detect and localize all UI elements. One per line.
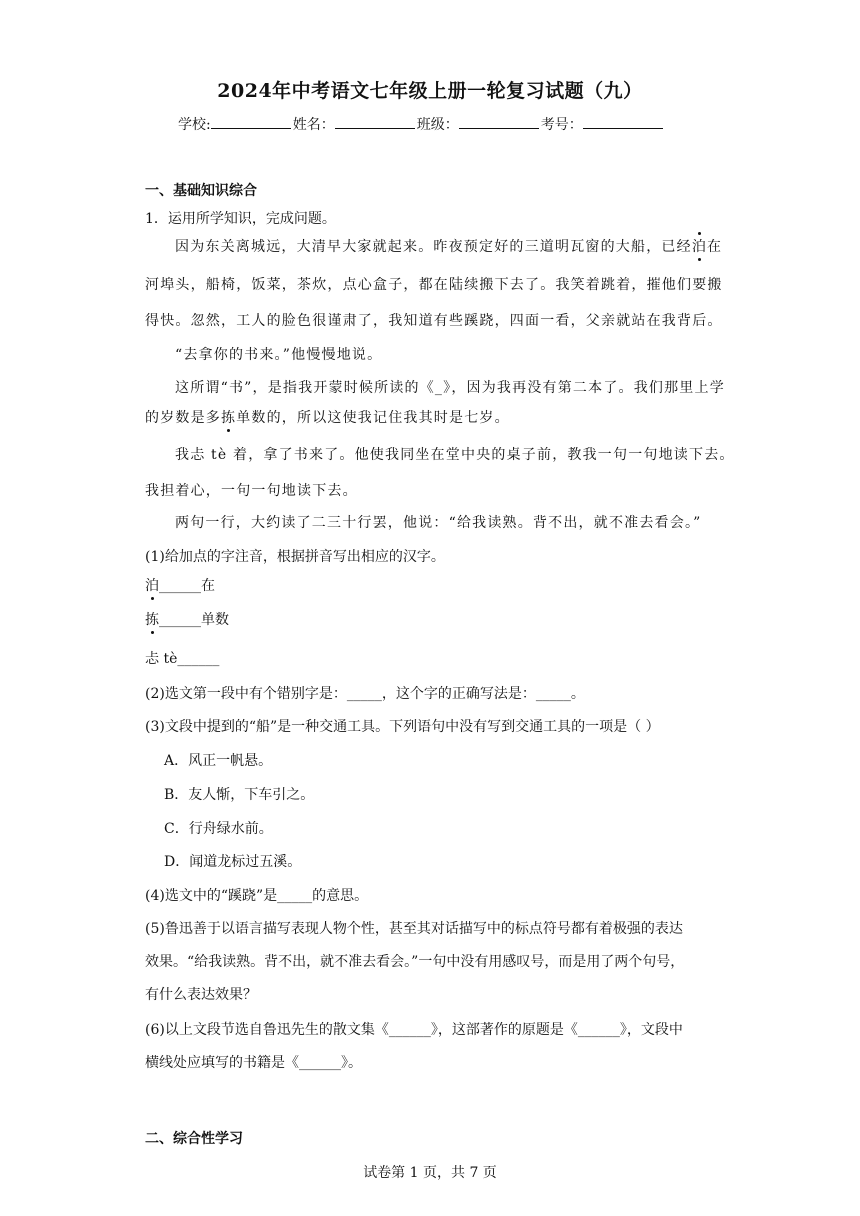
option-a[interactable]: A．风正一帆悬。 <box>164 753 273 769</box>
class-label: 班级： <box>416 117 459 133</box>
class-field[interactable] <box>459 115 539 129</box>
number-field[interactable] <box>583 115 663 129</box>
section-heading-comprehensive: 二、综合性学习 <box>145 1131 243 1147</box>
passage-line: 我担着心，一句一句地读下去。 <box>145 483 358 499</box>
passage-line <box>175 236 722 256</box>
section-heading-basic: 一、基础知识综合 <box>145 183 257 199</box>
sub-question-6-line: (6)以上文段节选自鲁迅先生的散文集《______》，这部著作的原题是《______》，文段中 <box>145 1022 683 1038</box>
dotted-char: 泊 <box>692 236 707 256</box>
passage-text: 的岁数是多 <box>145 410 221 426</box>
passage-text: 因为东关离城远，大清早大家就起来。昨夜预定好的三道明瓦窗的大船，已经 <box>175 239 692 255</box>
passage-line: 得快。忽然，工人的脸色很谨肃了，我知道有些蹊跷，四面一看，父亲就站在我背后。 <box>145 313 723 329</box>
passage-line: 河埠头，船椅，饭菜，茶炊，点心盒子，都在陆续搬下去了。我笑着跳着，摧他们要搬 <box>145 277 723 293</box>
sub-question-3: (3)文段中提到的“船”是一种交通工具。下列语句中没有写到交通工具的一项是（ ） <box>145 719 660 735</box>
passage-line: “去拿你的书来。”他慢慢地说。 <box>175 347 383 363</box>
question-1-stem: 1．运用所学知识，完成问题。 <box>145 211 336 227</box>
answer-suffix: 单数 <box>201 612 229 628</box>
name-field[interactable] <box>335 115 415 129</box>
answer-line-c <box>145 648 219 668</box>
passage-text: 在 <box>707 239 723 255</box>
answer-line-a <box>145 575 215 595</box>
passage-text: 单数的，所以这使我记住我其时是七岁。 <box>236 410 510 426</box>
dotted-char: 泊 <box>145 575 159 595</box>
answer-blank[interactable]: ______ <box>159 612 201 628</box>
student-info-row <box>178 114 665 134</box>
sub-question-6-line: 横线处应填写的书籍是《______》。 <box>145 1055 362 1071</box>
page-footer: 试卷第 1 页，共 7 页 <box>363 1165 497 1181</box>
dotted-char: 拣 <box>221 407 236 427</box>
sub-question-2: (2)选文第一段中有个错别字是：_____，这个字的正确写法是：_____。 <box>145 686 585 702</box>
sub-question-5-line: 有什么表达效果？ <box>145 987 257 1003</box>
sub-question-5-line: (5)鲁迅善于以语言描写表现人物个性，甚至其对话描写中的标点符号都有着极强的表达 <box>145 921 683 937</box>
answer-prefix: 忐 tè <box>145 651 178 667</box>
answer-suffix: 在 <box>201 578 215 594</box>
option-b[interactable]: B．友人惭，下车引之。 <box>164 787 315 803</box>
passage-line: 我忐 tè 着，拿了书来了。他使我同坐在堂中央的桌子前，教我一句一句地读下去。 <box>175 447 735 463</box>
passage-line: 这所谓“书”，是指我开蒙时候所读的《_》，因为我再没有第二本了。我们那里上学 <box>175 380 725 396</box>
passage-line: 两句一行，大约读了二三十行罢，他说：“给我读熟。背不出，就不准去看会。” <box>175 515 702 531</box>
sub-question-1: (1)给加点的字注音，根据拼音写出相应的汉字。 <box>145 549 445 565</box>
school-field[interactable] <box>211 115 291 129</box>
passage-line <box>145 407 510 427</box>
sub-question-4: (4)选文中的“蹊跷”是_____的意思。 <box>145 888 369 904</box>
sub-question-5-line: 效果。“给我读熟。背不出，就不准去看会。”一句中没有用感叹号，而是用了两个句号， <box>145 954 685 970</box>
exam-title: 2024年中考语文七年级上册一轮复习试题（九） <box>217 80 643 102</box>
answer-blank[interactable]: ______ <box>177 651 220 667</box>
dotted-char: 拣 <box>145 609 159 629</box>
answer-blank[interactable]: ______ <box>159 578 201 594</box>
option-d[interactable]: D．闻道龙标过五溪。 <box>164 854 302 870</box>
answer-line-b <box>145 609 229 629</box>
number-label: 考号： <box>540 117 583 133</box>
school-label: 学校: <box>178 117 211 133</box>
name-label: 姓名： <box>292 117 335 133</box>
option-c[interactable]: C．行舟绿水前。 <box>164 821 273 837</box>
